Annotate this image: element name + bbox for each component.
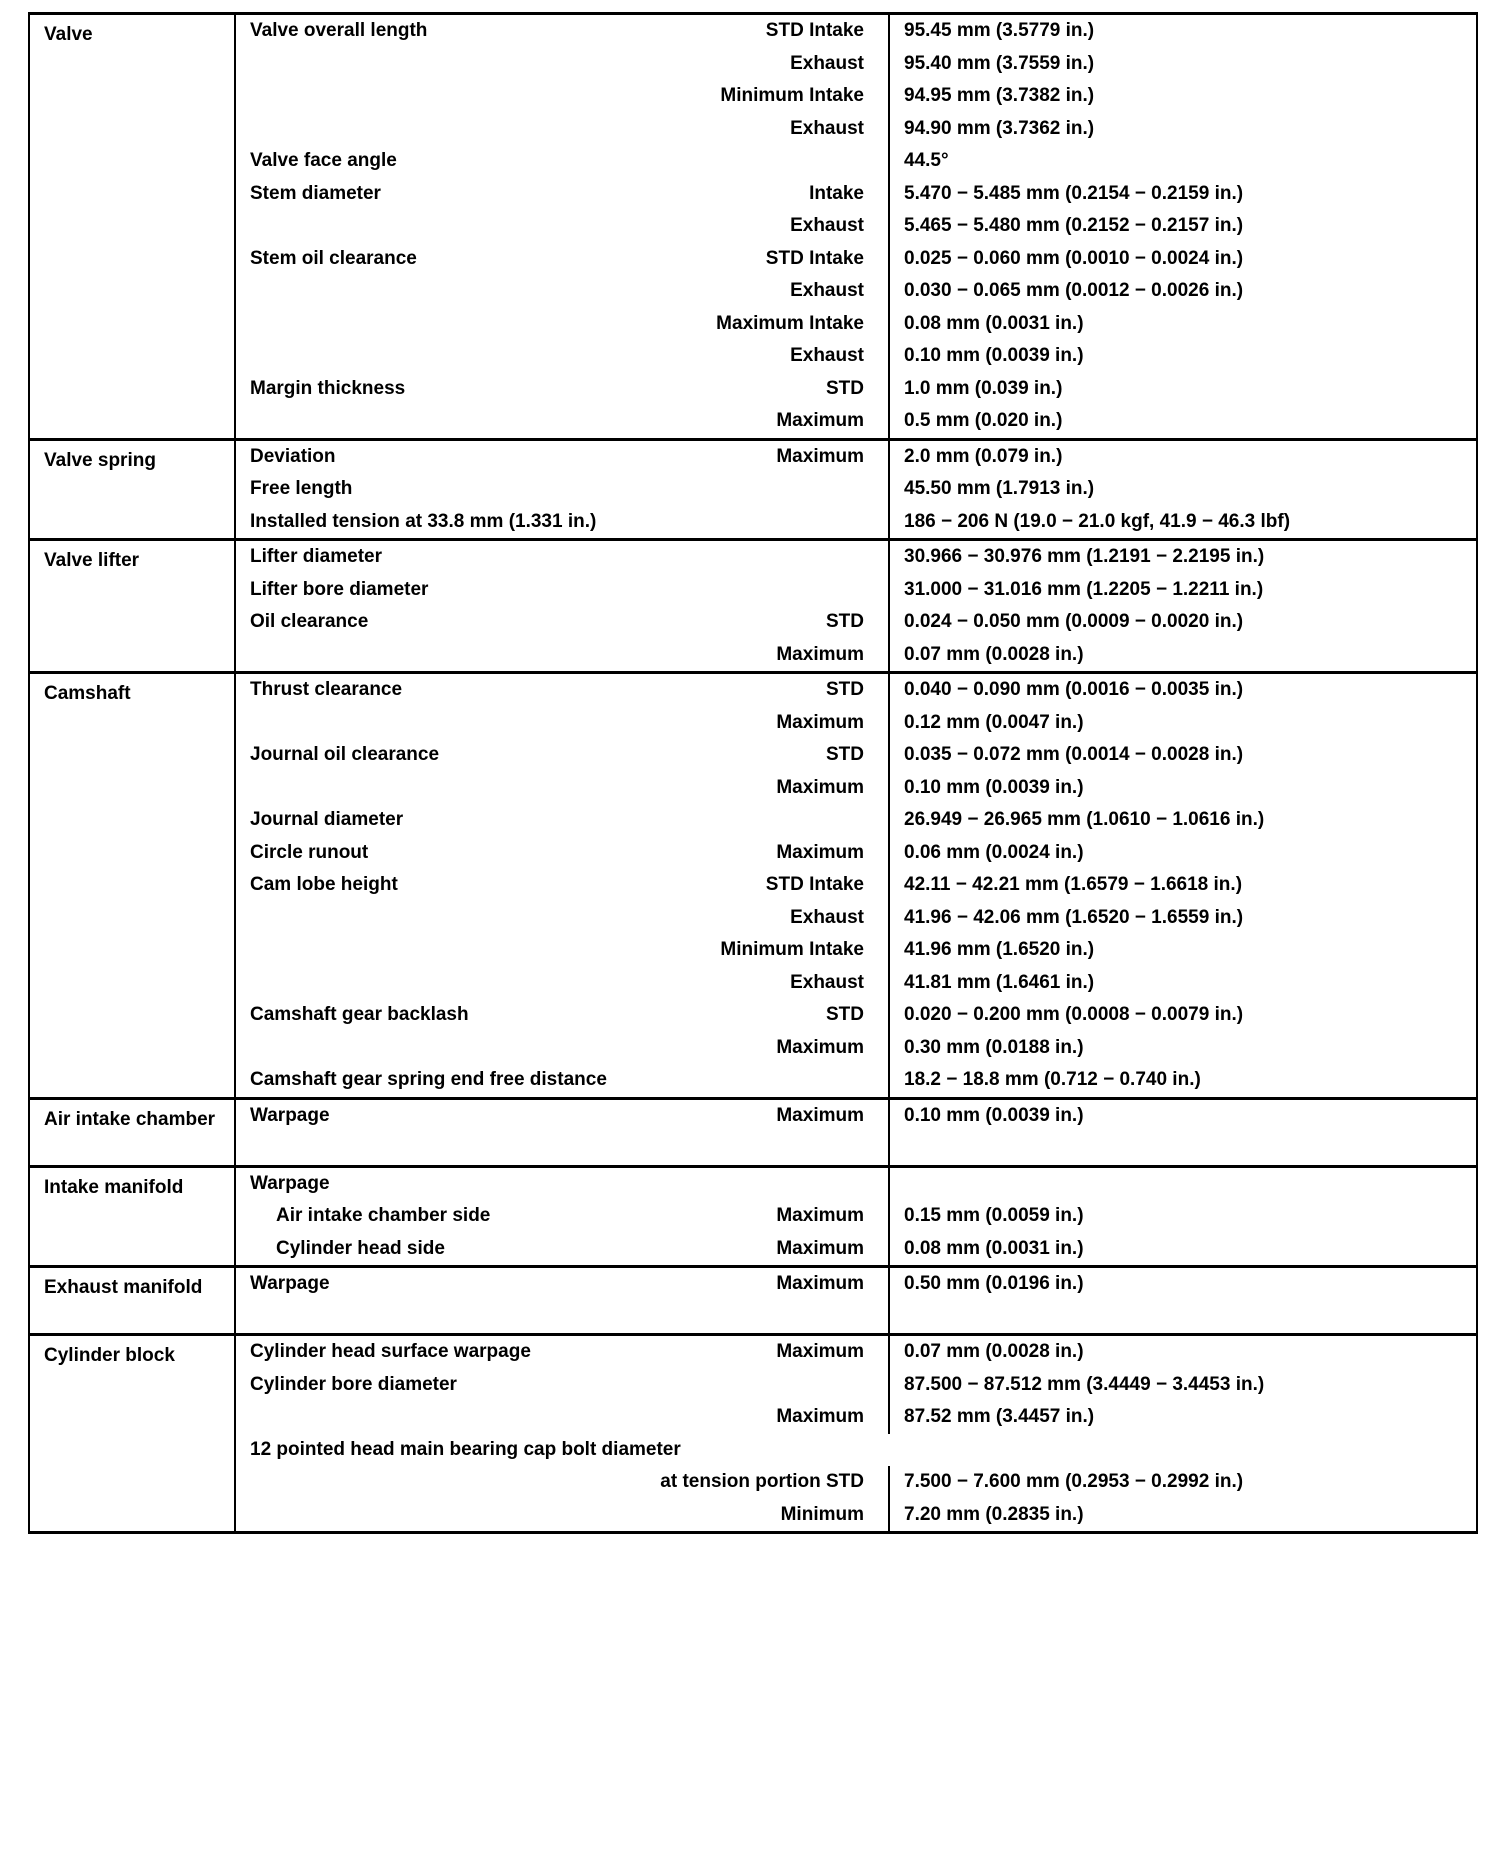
spec-item <box>235 1499 651 1533</box>
spec-row <box>29 739 1477 772</box>
spec-row <box>29 1301 1477 1335</box>
spec-row <box>29 869 1477 902</box>
spec-value: 87.500 − 87.512 mm (3.4449 − 3.4453 in.) <box>904 1373 1265 1395</box>
spec-value: 0.06 mm (0.0024 in.) <box>904 841 1084 863</box>
spec-row <box>29 673 1477 707</box>
spec-condition: Exhaust <box>651 340 889 373</box>
spec-row <box>29 1233 1477 1267</box>
spec-item <box>235 1401 651 1434</box>
spec-item: Thrust clearance <box>235 673 651 707</box>
spec-value: 44.5° <box>904 150 949 171</box>
spec-condition: Exhaust <box>651 275 889 308</box>
specifications-body <box>29 14 1477 1533</box>
spec-value: 30.966 − 30.976 mm (1.2191 − 2.2195 in.) <box>889 540 1477 574</box>
spec-item: Cam lobe height <box>250 874 398 895</box>
spec-condition: Maximum <box>651 1233 889 1267</box>
spec-row <box>29 80 1477 113</box>
component-name: Valve lifter <box>29 540 235 673</box>
spec-item: Free length <box>250 478 353 499</box>
spec-row <box>29 999 1477 1032</box>
spec-item <box>235 48 651 81</box>
spec-condition: Maximum <box>651 772 889 805</box>
spec-value: 0.08 mm (0.0031 in.) <box>904 312 1084 334</box>
spec-value: 0.040 − 0.090 mm (0.0016 − 0.0035 in.) <box>889 673 1477 707</box>
spec-row <box>29 1166 1477 1200</box>
spec-row <box>29 1200 1477 1233</box>
spec-value: 94.90 mm (3.7362 in.) <box>904 117 1095 139</box>
spec-value: 0.024 − 0.050 mm (0.0009 − 0.0020 in.) <box>904 611 1244 632</box>
spec-item <box>235 707 651 740</box>
spec-condition: Exhaust <box>651 210 889 243</box>
spec-row <box>29 967 1477 1000</box>
spec-value <box>889 1301 1477 1335</box>
spec-condition: STD <box>651 606 889 639</box>
spec-value: 0.50 mm (0.0196 in.) <box>889 1267 1477 1301</box>
spec-value: 41.81 mm (1.6461 in.) <box>904 971 1095 993</box>
spec-item: Valve face angle <box>250 150 397 171</box>
spec-value: 0.15 mm (0.0059 in.) <box>904 1205 1084 1226</box>
spec-value: 0.5 mm (0.020 in.) <box>904 410 1063 431</box>
spec-value: 42.11 − 42.21 mm (1.6579 − 1.6618 in.) <box>904 874 1243 895</box>
spec-row <box>29 145 1477 178</box>
spec-condition <box>651 1301 889 1335</box>
spec-item: Circle runout <box>250 841 369 863</box>
spec-item: Lifter diameter <box>235 540 651 574</box>
spec-item: Stem oil clearance <box>250 247 417 269</box>
spec-row <box>29 1132 1477 1166</box>
spec-row <box>29 772 1477 805</box>
spec-row <box>29 178 1477 211</box>
spec-condition: Exhaust <box>651 967 889 1000</box>
spec-item: Deviation <box>235 439 651 473</box>
spec-value: 95.40 mm (3.7559 in.) <box>904 52 1095 74</box>
spec-row <box>29 837 1477 870</box>
spec-item <box>235 340 651 373</box>
spec-row <box>29 340 1477 373</box>
spec-value: 2.0 mm (0.079 in.) <box>889 439 1477 473</box>
spec-value: 0.030 − 0.065 mm (0.0012 − 0.0026 in.) <box>904 280 1244 301</box>
spec-value: 94.95 mm (3.7382 in.) <box>904 85 1095 106</box>
spec-row <box>29 275 1477 308</box>
spec-condition <box>651 804 889 837</box>
spec-row <box>29 506 1477 540</box>
spec-row <box>29 606 1477 639</box>
spec-value: 41.96 mm (1.6520 in.) <box>904 939 1095 960</box>
spec-row <box>29 1466 1477 1499</box>
spec-value: 0.025 − 0.060 mm (0.0010 − 0.0024 in.) <box>904 247 1244 269</box>
spec-value: 0.10 mm (0.0039 in.) <box>889 1098 1477 1132</box>
spec-row <box>29 243 1477 276</box>
spec-condition: Maximum Intake <box>651 308 889 341</box>
spec-condition <box>651 574 889 607</box>
spec-condition: Maximum <box>651 639 889 673</box>
spec-item <box>235 772 651 805</box>
spec-value: 0.10 mm (0.0039 in.) <box>904 776 1084 798</box>
spec-item: Valve overall length <box>235 14 651 48</box>
spec-item <box>235 1032 651 1065</box>
spec-condition: Maximum <box>651 837 889 870</box>
spec-item <box>235 275 651 308</box>
spec-condition: Exhaust <box>651 902 889 935</box>
spec-row <box>29 373 1477 406</box>
spec-value: 26.949 − 26.965 mm (1.0610 − 1.0616 in.) <box>904 809 1265 830</box>
spec-item <box>235 308 651 341</box>
spec-item: 12 pointed head main bearing cap bolt diameter <box>250 1438 681 1460</box>
spec-item <box>235 934 651 967</box>
spec-row <box>29 902 1477 935</box>
spec-item: Stem diameter <box>250 182 381 204</box>
spec-condition <box>651 1166 889 1200</box>
spec-condition <box>651 506 889 540</box>
spec-value: 5.465 − 5.480 mm (0.2152 − 0.2157 in.) <box>904 215 1244 236</box>
spec-item: Camshaft gear backlash <box>250 1004 469 1025</box>
spec-value: 95.45 mm (3.5779 in.) <box>889 14 1477 48</box>
spec-condition <box>651 540 889 574</box>
spec-row <box>29 804 1477 837</box>
spec-row <box>29 540 1477 574</box>
spec-value: 0.08 mm (0.0031 in.) <box>904 1237 1084 1259</box>
spec-item <box>235 1132 651 1166</box>
spec-item: Warpage <box>235 1166 651 1200</box>
spec-condition: Maximum <box>651 1335 889 1369</box>
spec-condition: STD Intake <box>651 14 889 48</box>
spec-row <box>29 113 1477 146</box>
spec-item <box>235 80 651 113</box>
spec-row <box>29 1401 1477 1434</box>
spec-value <box>889 1166 1477 1200</box>
spec-condition: Maximum <box>651 439 889 473</box>
spec-condition: at tension portion STD <box>235 1466 889 1499</box>
spec-value: 31.000 − 31.016 mm (1.2205 − 1.2211 in.) <box>904 578 1264 600</box>
spec-row <box>29 1499 1477 1533</box>
spec-item: Oil clearance <box>250 611 369 632</box>
spec-condition: STD Intake <box>651 243 889 276</box>
spec-row <box>29 1064 1477 1098</box>
spec-row <box>29 639 1477 673</box>
component-name: Camshaft <box>29 673 235 1099</box>
spec-value: 0.10 mm (0.0039 in.) <box>904 345 1084 366</box>
spec-condition: Exhaust <box>651 48 889 81</box>
spec-value: 0.020 − 0.200 mm (0.0008 − 0.0079 in.) <box>904 1004 1244 1025</box>
spec-condition: Minimum Intake <box>651 934 889 967</box>
spec-value: 45.50 mm (1.7913 in.) <box>904 478 1095 499</box>
spec-row <box>29 405 1477 439</box>
spec-condition: STD Intake <box>651 869 889 902</box>
spec-row <box>29 1335 1477 1369</box>
spec-value: 5.470 − 5.485 mm (0.2154 − 0.2159 in.) <box>904 182 1244 204</box>
spec-item: Air intake chamber side <box>276 1205 491 1226</box>
spec-condition: Exhaust <box>651 113 889 146</box>
spec-condition: STD <box>651 673 889 707</box>
spec-condition: Maximum <box>651 1032 889 1065</box>
spec-condition: Maximum <box>651 1267 889 1301</box>
spec-row <box>29 308 1477 341</box>
spec-row <box>29 439 1477 473</box>
spec-item: Warpage <box>235 1267 651 1301</box>
spec-value: 0.30 mm (0.0188 in.) <box>904 1036 1084 1058</box>
spec-condition: Minimum <box>651 1499 889 1533</box>
spec-condition <box>651 473 889 506</box>
spec-item: Journal oil clearance <box>250 744 440 765</box>
spec-item: Cylinder head side <box>276 1237 445 1259</box>
spec-row <box>29 934 1477 967</box>
spec-condition <box>651 145 889 178</box>
spec-condition: Maximum <box>651 1401 889 1434</box>
spec-item: Installed tension at 33.8 mm (1.331 in.) <box>250 510 597 532</box>
spec-value: 87.52 mm (3.4457 in.) <box>904 1406 1095 1427</box>
spec-value: 7.20 mm (0.2835 in.) <box>904 1503 1084 1525</box>
spec-condition <box>651 1132 889 1166</box>
spec-value <box>889 1132 1477 1166</box>
component-name: Intake manifold <box>29 1166 235 1267</box>
component-name: Cylinder block <box>29 1335 235 1533</box>
component-name: Valve <box>29 14 235 440</box>
spec-row <box>29 1267 1477 1301</box>
spec-item: Lifter bore diameter <box>250 578 429 600</box>
spec-item <box>235 1301 651 1335</box>
spec-condition: Maximum <box>651 1098 889 1132</box>
spec-value: 0.07 mm (0.0028 in.) <box>904 643 1084 665</box>
component-name: Exhaust manifold <box>29 1267 235 1335</box>
spec-row <box>29 1434 1477 1467</box>
spec-condition: Minimum Intake <box>651 80 889 113</box>
spec-item <box>235 967 651 1000</box>
spec-row <box>29 210 1477 243</box>
spec-item <box>235 210 651 243</box>
spec-condition: STD <box>651 999 889 1032</box>
component-name: Air intake chamber <box>29 1098 235 1166</box>
spec-value: 186 − 206 N (19.0 − 21.0 kgf, 41.9 − 46.3 lbf) <box>904 510 1291 532</box>
spec-item <box>235 639 651 673</box>
spec-row <box>29 1369 1477 1402</box>
spec-value: 1.0 mm (0.039 in.) <box>904 377 1063 399</box>
spec-row <box>29 1098 1477 1132</box>
spec-value: 0.035 − 0.072 mm (0.0014 − 0.0028 in.) <box>904 744 1244 765</box>
spec-value: 0.12 mm (0.0047 in.) <box>904 711 1084 733</box>
spec-item: Margin thickness <box>250 377 406 399</box>
spec-value: 18.2 − 18.8 mm (0.712 − 0.740 in.) <box>904 1069 1201 1090</box>
spec-item <box>235 405 651 439</box>
spec-condition: Maximum <box>651 1200 889 1233</box>
spec-value: 7.500 − 7.600 mm (0.2953 − 0.2992 in.) <box>904 1471 1244 1492</box>
spec-condition: Maximum <box>651 405 889 439</box>
spec-row <box>29 1032 1477 1065</box>
spec-item: Camshaft gear spring end free distance <box>250 1069 607 1090</box>
spec-item <box>235 113 651 146</box>
spec-condition: Intake <box>651 178 889 211</box>
spec-row <box>29 574 1477 607</box>
spec-row <box>29 707 1477 740</box>
spec-item: Journal diameter <box>250 809 404 830</box>
spec-item <box>235 902 651 935</box>
specifications-table <box>28 12 1478 1534</box>
spec-condition <box>651 1064 889 1098</box>
spec-condition: STD <box>651 373 889 406</box>
spec-value: 41.96 − 42.06 mm (1.6520 − 1.6559 in.) <box>904 906 1244 928</box>
spec-row <box>29 48 1477 81</box>
spec-condition <box>651 1369 889 1402</box>
spec-row <box>29 14 1477 48</box>
spec-item: Warpage <box>235 1098 651 1132</box>
spec-value: 0.07 mm (0.0028 in.) <box>889 1335 1477 1369</box>
spec-row <box>29 473 1477 506</box>
spec-condition: STD <box>651 739 889 772</box>
spec-item: Cylinder head surface warpage <box>235 1335 651 1369</box>
spec-item: Cylinder bore diameter <box>250 1373 457 1395</box>
spec-condition: Maximum <box>651 707 889 740</box>
component-name: Valve spring <box>29 439 235 540</box>
